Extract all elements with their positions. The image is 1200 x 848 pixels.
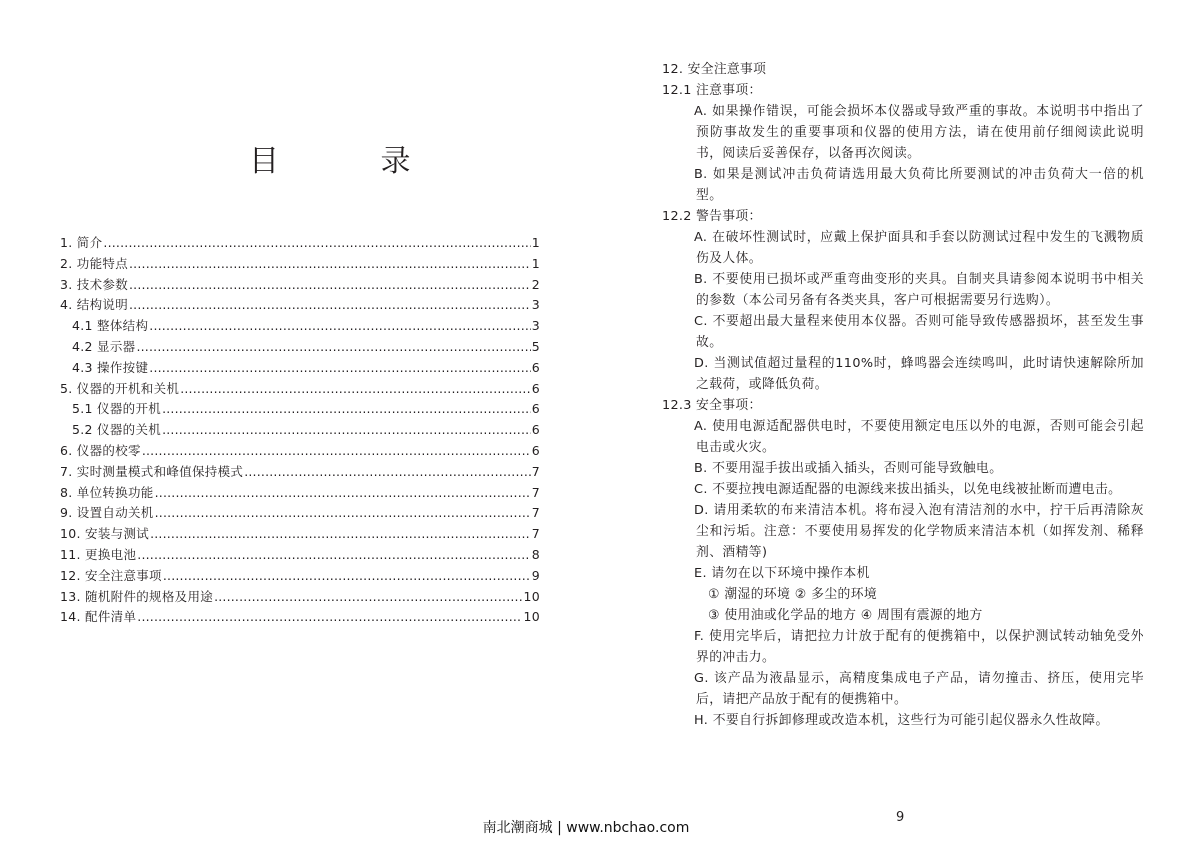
toc-entry-page: 6: [531, 359, 540, 375]
list-item: G. 该产品为液晶显示，高精度集成电子产品，请勿撞击、挤压，使用完毕后，请把产品放于配有的便携箱中。: [694, 671, 1144, 707]
list-item: A. 在破坏性测试时，应戴上保护面具和手套以防测试过程中发生的飞溅物质伤及人体。: [694, 230, 1144, 266]
toc-entry-label: 4. 结构说明: [60, 297, 128, 313]
list-item: C. 不要拉拽电源适配器的电源线来拔出插头，以免电线被扯断而遭电击。: [694, 482, 1122, 497]
toc-entry-page: 7: [531, 505, 540, 521]
toc-entry-label: 5.1 仪器的开机: [72, 401, 162, 417]
toc-dot-leader: [129, 295, 531, 316]
toc-entry-label: 3. 技术参数: [60, 276, 128, 292]
toc-entry-label: 4.1 整体结构: [72, 318, 149, 334]
list-item: F. 使用完毕后，请把拉力计放于配有的便携箱中，以保护测试转动轴免受外界的冲击力。: [694, 629, 1144, 665]
toc-dot-leader: [162, 399, 531, 420]
section-heading: 12. 安全注意事项: [662, 62, 767, 77]
subsection-heading: 12.1 注意事项：: [662, 83, 762, 98]
toc-dot-leader: [149, 358, 530, 379]
toc-entry-label: 13. 随机附件的规格及用途: [60, 588, 214, 604]
toc-entry-page: 6: [531, 442, 540, 458]
toc-entry[interactable]: [60, 524, 540, 545]
toc-dot-leader: [137, 607, 522, 628]
toc-dot-leader: [163, 566, 531, 587]
toc-entry-label: 8. 单位转换功能: [60, 484, 154, 500]
toc-entry[interactable]: [60, 462, 540, 483]
toc-entry[interactable]: [60, 295, 540, 316]
toc-entry[interactable]: [60, 233, 540, 254]
toc-entry-label: 5.2 仪器的关机: [72, 422, 162, 438]
toc-dot-leader: [162, 420, 531, 441]
toc-dot-leader: [149, 316, 530, 337]
toc-entry[interactable]: [60, 316, 540, 337]
toc-page: [60, 0, 540, 848]
toc-entry-page: 2: [531, 276, 540, 292]
list-item: C. 不要超出最大量程来使用本仪器。否则可能导致传感器损坏，甚至发生事故。: [694, 314, 1144, 350]
toc-dot-leader: [142, 441, 531, 462]
toc-entry-label: 7. 实时测量模式和峰值保持模式: [60, 463, 244, 479]
toc-entry-label: 5. 仪器的开机和关机: [60, 380, 180, 396]
toc-dot-leader: [155, 503, 531, 524]
toc-entry-page: 1: [531, 255, 540, 271]
toc-entry-page: 10: [523, 588, 540, 604]
toc-dot-leader: [129, 275, 531, 296]
toc-entry-page: 5: [531, 338, 540, 354]
environment-line: ① 潮湿的环境 ② 多尘的环境: [708, 587, 878, 602]
list-item: H. 不要自行拆卸修理或改造本机，这些行为可能引起仪器永久性故障。: [694, 713, 1109, 728]
environment-line: ③ 使用油或化学品的地方 ④ 周围有震源的地方: [708, 608, 983, 623]
toc-dot-leader: [103, 233, 530, 254]
toc-dot-leader: [244, 462, 531, 483]
list-item: A. 使用电源适配器供电时，不要使用额定电压以外的电源，否则可能会引起电击或火灾。: [694, 419, 1144, 455]
toc-entry-label: 1. 简介: [60, 235, 103, 250]
toc-entry[interactable]: [60, 358, 540, 379]
toc-dot-leader: [155, 483, 531, 504]
toc-entry-page: 8: [531, 546, 540, 562]
toc-entry[interactable]: [60, 275, 540, 296]
toc-entry-page: 3: [531, 297, 540, 313]
toc-entry-page: 7: [531, 526, 540, 542]
toc-dot-leader: [137, 545, 530, 566]
toc-entry[interactable]: [60, 545, 540, 566]
list-item: B. 如果是测试冲击负荷请选用最大负荷比所要测试的冲击负荷大一倍的机型。: [694, 167, 1144, 203]
toc-entry-page: 7: [531, 484, 540, 500]
toc-entry[interactable]: [60, 399, 540, 420]
toc-entry[interactable]: [60, 607, 540, 628]
toc-dot-leader: [180, 379, 531, 400]
toc-entry-page: 6: [531, 401, 540, 417]
list-item: E. 请勿在以下环境中操作本机: [694, 566, 870, 581]
list-item: D. 请用柔软的布来清洁本机。将布浸入泡有清洁剂的水中，拧干后再清除灰尘和污垢。注意：不要使用易挥发的化学物质来清洁本机（如挥发剂、稀释剂、酒精等): [694, 503, 1144, 560]
toc-entry[interactable]: [60, 483, 540, 504]
toc-entry[interactable]: [60, 337, 540, 358]
page-number: 9: [896, 810, 905, 825]
toc-entry[interactable]: [60, 587, 540, 608]
list-item: A. 如果操作错误，可能会损坏本仪器或导致严重的事故。本说明书中指出了预防事故发生的重要事项和仪器的使用方法，请在使用前仔细阅读此说明书，阅读后妥善保存，以备再次阅读。: [694, 104, 1144, 161]
toc-entry[interactable]: [60, 503, 540, 524]
toc-entry-label: 12. 安全注意事项: [60, 567, 162, 583]
toc-dot-leader: [129, 254, 531, 275]
toc-dot-leader: [150, 524, 531, 545]
toc-entry-page: 6: [531, 422, 540, 438]
section-12-1: [662, 80, 1144, 206]
toc-entry-label: 4.3 操作按键: [72, 359, 149, 375]
subsection-heading: 12.3 安全事项：: [662, 398, 762, 413]
toc-entry[interactable]: [60, 379, 540, 400]
list-item: B. 不要用湿手拔出或插入插头，否则可能导致触电。: [694, 461, 1003, 476]
toc-entry[interactable]: [60, 441, 540, 462]
subsection-heading: 12.2 警告事项：: [662, 209, 762, 224]
toc-entry-page: 3: [531, 318, 540, 334]
list-item: D. 当测试值超过量程的110%时，蜂鸣器会连续鸣叫，此时请快速解除所加之载荷，或降低负荷。: [694, 356, 1144, 392]
toc-dot-leader: [214, 587, 522, 608]
list-item: B. 不要使用已损坏或严重弯曲变形的夹具。自制夹具请参阅本说明书中相关的参数（本公司另备有各类夹具，客户可根据需要另行选购）。: [694, 272, 1144, 308]
footer-watermark: 南北潮商城 | www.nbchao.com: [482, 820, 690, 836]
toc-entry[interactable]: [60, 566, 540, 587]
toc-list: [60, 233, 540, 628]
safety-page: [662, 59, 1144, 731]
section-12-3: [662, 395, 1144, 731]
toc-entry-label: 14. 配件清单: [60, 609, 137, 625]
toc-entry-label: 4.2 显示器: [72, 338, 136, 354]
toc-entry-label: 9. 设置自动关机: [60, 505, 154, 521]
section-12-2: [662, 206, 1144, 395]
toc-entry-page: 10: [523, 609, 540, 625]
toc-dot-leader: [136, 337, 530, 358]
toc-entry-label: 10. 安装与测试: [60, 526, 150, 542]
toc-entry-label: 11. 更换电池: [60, 546, 137, 562]
toc-title: 目 录: [249, 144, 457, 179]
toc-entry-page: 1: [531, 235, 540, 250]
toc-entry[interactable]: [60, 420, 540, 441]
toc-entry-page: 6: [531, 380, 540, 396]
toc-entry-page: 9: [531, 567, 540, 583]
toc-entry-label: 2. 功能特点: [60, 255, 128, 271]
toc-entry-label: 6. 仪器的校零: [60, 442, 141, 458]
toc-entry[interactable]: [60, 254, 540, 275]
toc-entry-page: 7: [531, 463, 540, 479]
